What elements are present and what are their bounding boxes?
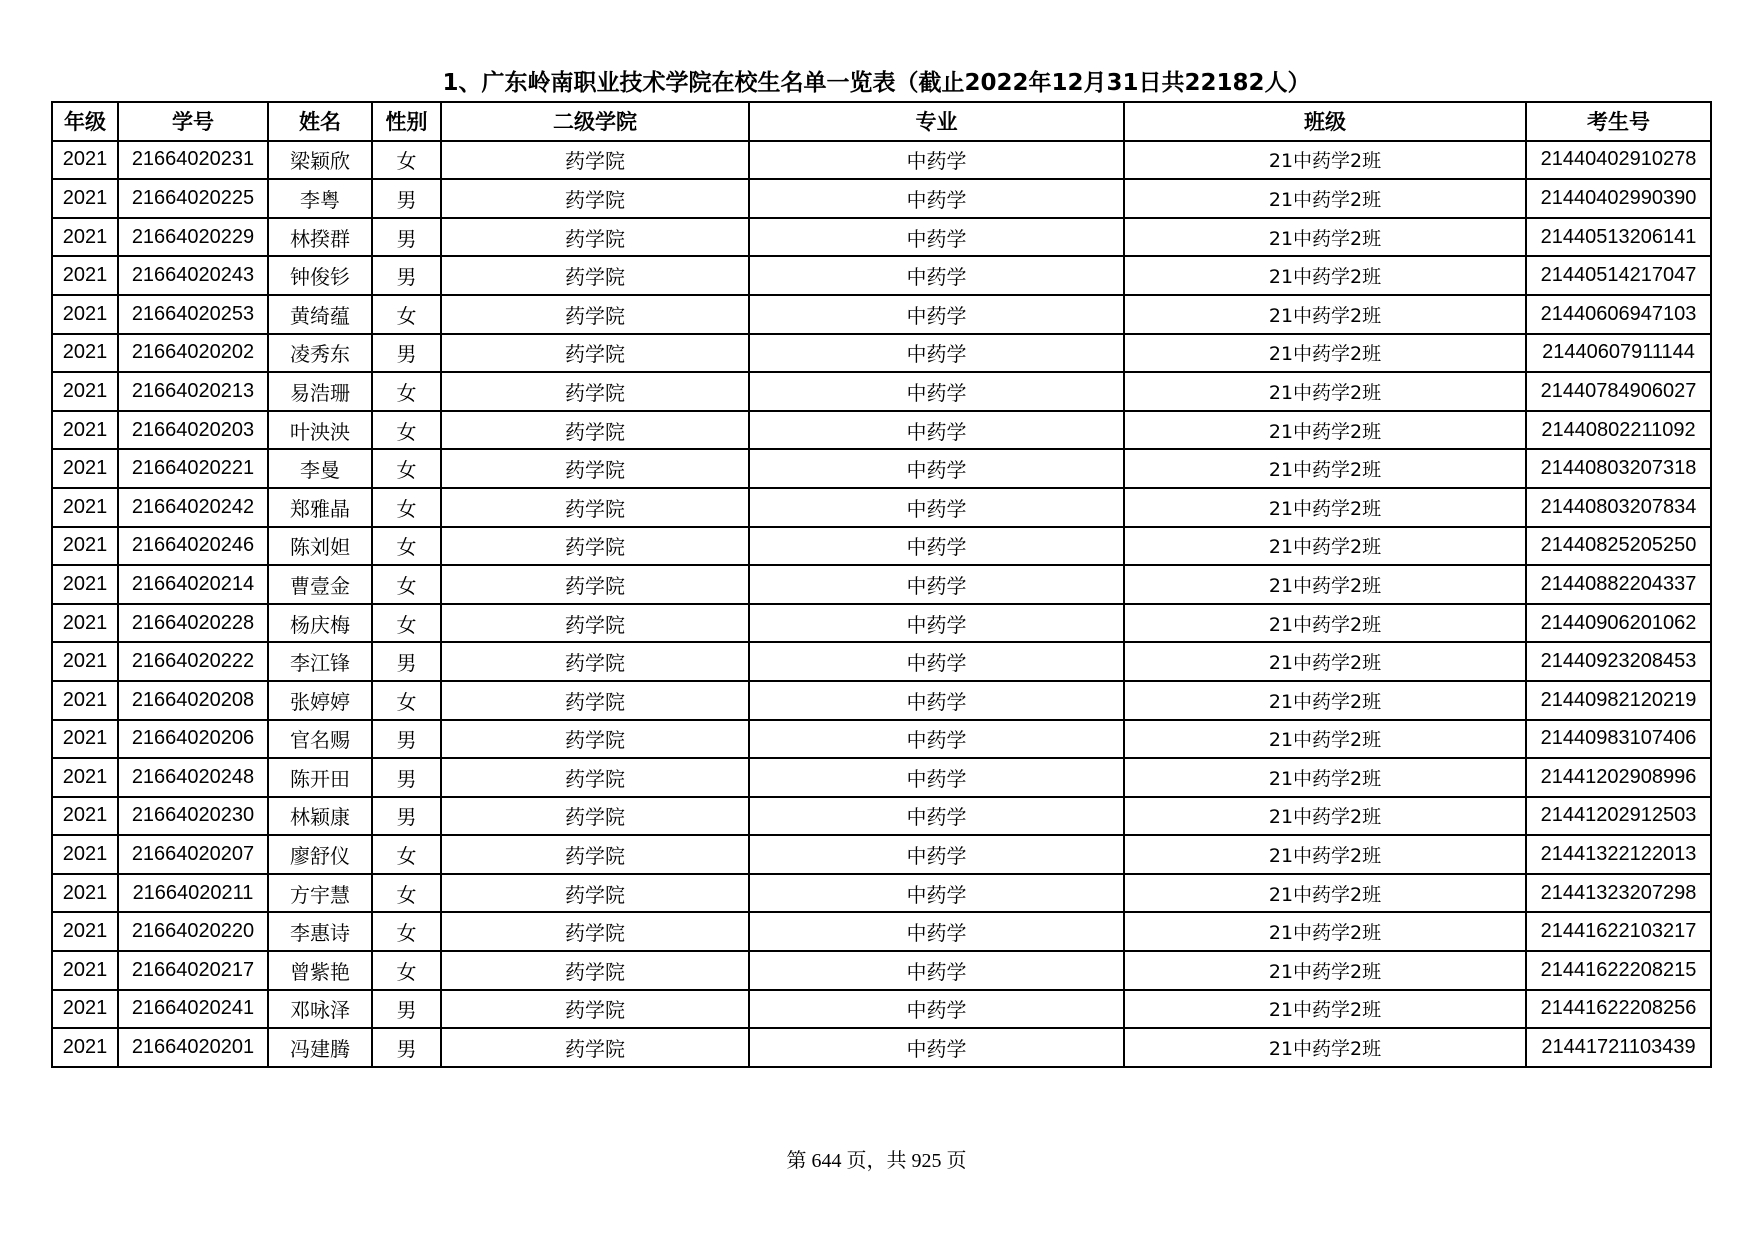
cell-name: 李江锋 <box>268 642 372 681</box>
cell-class: 21中药学2班 <box>1124 835 1526 874</box>
cell-gender: 女 <box>372 449 441 488</box>
table-row <box>52 141 1711 180</box>
cell-student-id: 21664020242 <box>118 488 268 527</box>
cell-exam-number: 21440402910278 <box>1526 141 1711 180</box>
cell-class: 21中药学2班 <box>1124 951 1526 990</box>
cell-gender: 女 <box>372 912 441 951</box>
table-row <box>52 797 1711 836</box>
cell-student-id: 21664020253 <box>118 295 268 334</box>
cell-gender: 女 <box>372 411 441 450</box>
cell-college: 药学院 <box>441 295 749 334</box>
table-row <box>52 218 1711 257</box>
cell-class: 21中药学2班 <box>1124 720 1526 759</box>
table-row <box>52 295 1711 334</box>
table-header-row <box>52 102 1711 141</box>
table-row <box>52 565 1711 604</box>
cell-major: 中药学 <box>749 488 1124 527</box>
cell-gender: 男 <box>372 758 441 797</box>
header-class: 班级 <box>1124 102 1526 141</box>
cell-college: 药学院 <box>441 256 749 295</box>
header-exam-number: 考生号 <box>1526 102 1711 141</box>
cell-name: 凌秀东 <box>268 334 372 373</box>
cell-college: 药学院 <box>441 179 749 218</box>
cell-college: 药学院 <box>441 488 749 527</box>
cell-class: 21中药学2班 <box>1124 334 1526 373</box>
cell-gender: 女 <box>372 604 441 643</box>
cell-grade: 2021 <box>52 295 118 334</box>
cell-grade: 2021 <box>52 604 118 643</box>
cell-gender: 女 <box>372 295 441 334</box>
cell-grade: 2021 <box>52 797 118 836</box>
cell-college: 药学院 <box>441 990 749 1029</box>
cell-college: 药学院 <box>441 797 749 836</box>
cell-class: 21中药学2班 <box>1124 990 1526 1029</box>
cell-class: 21中药学2班 <box>1124 874 1526 913</box>
cell-student-id: 21664020201 <box>118 1028 268 1067</box>
cell-name: 陈开田 <box>268 758 372 797</box>
cell-gender: 女 <box>372 372 441 411</box>
cell-college: 药学院 <box>441 681 749 720</box>
cell-student-id: 21664020206 <box>118 720 268 759</box>
table-row <box>52 681 1711 720</box>
cell-class: 21中药学2班 <box>1124 1028 1526 1067</box>
cell-grade: 2021 <box>52 990 118 1029</box>
header-major: 专业 <box>749 102 1124 141</box>
cell-gender: 男 <box>372 720 441 759</box>
cell-exam-number: 21440513206141 <box>1526 218 1711 257</box>
cell-student-id: 21664020213 <box>118 372 268 411</box>
cell-major: 中药学 <box>749 565 1124 604</box>
cell-name: 李惠诗 <box>268 912 372 951</box>
cell-name: 廖舒仪 <box>268 835 372 874</box>
cell-major: 中药学 <box>749 218 1124 257</box>
cell-college: 药学院 <box>441 372 749 411</box>
cell-major: 中药学 <box>749 642 1124 681</box>
cell-gender: 男 <box>372 179 441 218</box>
table-row <box>52 758 1711 797</box>
cell-class: 21中药学2班 <box>1124 758 1526 797</box>
cell-student-id: 21664020229 <box>118 218 268 257</box>
cell-class: 21中药学2班 <box>1124 604 1526 643</box>
cell-gender: 男 <box>372 334 441 373</box>
cell-major: 中药学 <box>749 681 1124 720</box>
cell-major: 中药学 <box>749 449 1124 488</box>
cell-college: 药学院 <box>441 951 749 990</box>
cell-major: 中药学 <box>749 990 1124 1029</box>
cell-class: 21中药学2班 <box>1124 218 1526 257</box>
cell-college: 药学院 <box>441 411 749 450</box>
cell-grade: 2021 <box>52 720 118 759</box>
cell-major: 中药学 <box>749 835 1124 874</box>
cell-class: 21中药学2班 <box>1124 642 1526 681</box>
cell-college: 药学院 <box>441 1028 749 1067</box>
cell-grade: 2021 <box>52 372 118 411</box>
cell-class: 21中药学2班 <box>1124 797 1526 836</box>
cell-exam-number: 21440825205250 <box>1526 527 1711 566</box>
table-row <box>52 372 1711 411</box>
cell-exam-number: 21441323207298 <box>1526 874 1711 913</box>
cell-college: 药学院 <box>441 835 749 874</box>
cell-grade: 2021 <box>52 642 118 681</box>
cell-name: 郑雅晶 <box>268 488 372 527</box>
cell-name: 钟俊钐 <box>268 256 372 295</box>
cell-class: 21中药学2班 <box>1124 141 1526 180</box>
cell-gender: 男 <box>372 797 441 836</box>
cell-exam-number: 21440606947103 <box>1526 295 1711 334</box>
cell-name: 曾紫艳 <box>268 951 372 990</box>
cell-exam-number: 21440982120219 <box>1526 681 1711 720</box>
table-row <box>52 527 1711 566</box>
cell-grade: 2021 <box>52 1028 118 1067</box>
cell-exam-number: 21440923208453 <box>1526 642 1711 681</box>
cell-grade: 2021 <box>52 411 118 450</box>
cell-college: 药学院 <box>441 565 749 604</box>
cell-major: 中药学 <box>749 797 1124 836</box>
cell-student-id: 21664020222 <box>118 642 268 681</box>
cell-major: 中药学 <box>749 874 1124 913</box>
cell-exam-number: 21440784906027 <box>1526 372 1711 411</box>
table-row <box>52 874 1711 913</box>
cell-gender: 男 <box>372 990 441 1029</box>
table-row <box>52 256 1711 295</box>
cell-exam-number: 21440983107406 <box>1526 720 1711 759</box>
cell-student-id: 21664020231 <box>118 141 268 180</box>
cell-college: 药学院 <box>441 604 749 643</box>
table-row <box>52 642 1711 681</box>
cell-grade: 2021 <box>52 488 118 527</box>
table-row <box>52 990 1711 1029</box>
table-row <box>52 179 1711 218</box>
cell-gender: 女 <box>372 527 441 566</box>
header-college: 二级学院 <box>441 102 749 141</box>
table-row <box>52 449 1711 488</box>
cell-grade: 2021 <box>52 449 118 488</box>
cell-student-id: 21664020230 <box>118 797 268 836</box>
cell-major: 中药学 <box>749 912 1124 951</box>
cell-major: 中药学 <box>749 758 1124 797</box>
cell-major: 中药学 <box>749 295 1124 334</box>
cell-name: 张婷婷 <box>268 681 372 720</box>
cell-name: 林颖康 <box>268 797 372 836</box>
cell-exam-number: 21441622103217 <box>1526 912 1711 951</box>
header-gender: 性别 <box>372 102 441 141</box>
cell-gender: 女 <box>372 681 441 720</box>
cell-student-id: 21664020225 <box>118 179 268 218</box>
cell-gender: 男 <box>372 256 441 295</box>
cell-major: 中药学 <box>749 527 1124 566</box>
cell-college: 药学院 <box>441 449 749 488</box>
cell-grade: 2021 <box>52 527 118 566</box>
cell-grade: 2021 <box>52 256 118 295</box>
cell-student-id: 21664020241 <box>118 990 268 1029</box>
cell-gender: 女 <box>372 874 441 913</box>
cell-student-id: 21664020220 <box>118 912 268 951</box>
cell-college: 药学院 <box>441 141 749 180</box>
cell-gender: 女 <box>372 565 441 604</box>
cell-student-id: 21664020211 <box>118 874 268 913</box>
cell-grade: 2021 <box>52 141 118 180</box>
cell-college: 药学院 <box>441 334 749 373</box>
cell-major: 中药学 <box>749 411 1124 450</box>
cell-exam-number: 21441622208215 <box>1526 951 1711 990</box>
header-student-id: 学号 <box>118 102 268 141</box>
cell-gender: 女 <box>372 835 441 874</box>
cell-gender: 男 <box>372 642 441 681</box>
student-roster-table <box>51 101 1712 1068</box>
cell-name: 易浩珊 <box>268 372 372 411</box>
cell-exam-number: 21440514217047 <box>1526 256 1711 295</box>
cell-grade: 2021 <box>52 874 118 913</box>
table-row <box>52 912 1711 951</box>
cell-grade: 2021 <box>52 912 118 951</box>
cell-class: 21中药学2班 <box>1124 527 1526 566</box>
cell-class: 21中药学2班 <box>1124 912 1526 951</box>
cell-student-id: 21664020246 <box>118 527 268 566</box>
cell-class: 21中药学2班 <box>1124 295 1526 334</box>
cell-gender: 男 <box>372 1028 441 1067</box>
cell-exam-number: 21440803207834 <box>1526 488 1711 527</box>
cell-major: 中药学 <box>749 604 1124 643</box>
cell-grade: 2021 <box>52 835 118 874</box>
cell-name: 李曼 <box>268 449 372 488</box>
cell-exam-number: 21440607911144 <box>1526 334 1711 373</box>
cell-major: 中药学 <box>749 1028 1124 1067</box>
cell-student-id: 21664020228 <box>118 604 268 643</box>
table-row <box>52 951 1711 990</box>
cell-name: 冯建腾 <box>268 1028 372 1067</box>
cell-grade: 2021 <box>52 758 118 797</box>
cell-name: 李粤 <box>268 179 372 218</box>
cell-name: 陈刘妲 <box>268 527 372 566</box>
cell-exam-number: 21440906201062 <box>1526 604 1711 643</box>
cell-major: 中药学 <box>749 256 1124 295</box>
table-row <box>52 334 1711 373</box>
header-grade: 年级 <box>52 102 118 141</box>
cell-class: 21中药学2班 <box>1124 488 1526 527</box>
cell-student-id: 21664020217 <box>118 951 268 990</box>
document-title: 1、广东岭南职业技术学院在校生名单一览表（截止2022年12月31日共22182人） <box>442 70 1311 96</box>
cell-grade: 2021 <box>52 179 118 218</box>
cell-exam-number: 21441202912503 <box>1526 797 1711 836</box>
cell-name: 官名赐 <box>268 720 372 759</box>
cell-student-id: 21664020207 <box>118 835 268 874</box>
cell-grade: 2021 <box>52 951 118 990</box>
cell-class: 21中药学2班 <box>1124 411 1526 450</box>
cell-exam-number: 21440402990390 <box>1526 179 1711 218</box>
table-row <box>52 1028 1711 1067</box>
cell-exam-number: 21440803207318 <box>1526 449 1711 488</box>
cell-college: 药学院 <box>441 218 749 257</box>
cell-college: 药学院 <box>441 527 749 566</box>
cell-name: 曹壹金 <box>268 565 372 604</box>
cell-major: 中药学 <box>749 334 1124 373</box>
cell-major: 中药学 <box>749 179 1124 218</box>
cell-gender: 女 <box>372 488 441 527</box>
cell-student-id: 21664020248 <box>118 758 268 797</box>
cell-grade: 2021 <box>52 218 118 257</box>
cell-college: 药学院 <box>441 720 749 759</box>
cell-major: 中药学 <box>749 720 1124 759</box>
cell-student-id: 21664020221 <box>118 449 268 488</box>
cell-exam-number: 21440882204337 <box>1526 565 1711 604</box>
cell-class: 21中药学2班 <box>1124 565 1526 604</box>
cell-exam-number: 21440802211092 <box>1526 411 1711 450</box>
cell-class: 21中药学2班 <box>1124 372 1526 411</box>
cell-grade: 2021 <box>52 565 118 604</box>
cell-name: 梁颖欣 <box>268 141 372 180</box>
cell-student-id: 21664020208 <box>118 681 268 720</box>
cell-major: 中药学 <box>749 372 1124 411</box>
table-row <box>52 411 1711 450</box>
cell-class: 21中药学2班 <box>1124 449 1526 488</box>
cell-name: 叶泱泱 <box>268 411 372 450</box>
cell-major: 中药学 <box>749 141 1124 180</box>
cell-grade: 2021 <box>52 681 118 720</box>
cell-student-id: 21664020214 <box>118 565 268 604</box>
cell-name: 林揆群 <box>268 218 372 257</box>
cell-name: 杨庆梅 <box>268 604 372 643</box>
cell-gender: 女 <box>372 141 441 180</box>
cell-gender: 女 <box>372 951 441 990</box>
cell-college: 药学院 <box>441 642 749 681</box>
cell-class: 21中药学2班 <box>1124 681 1526 720</box>
table-row <box>52 720 1711 759</box>
table-row <box>52 488 1711 527</box>
cell-name: 黄绮蕴 <box>268 295 372 334</box>
cell-exam-number: 21441202908996 <box>1526 758 1711 797</box>
cell-grade: 2021 <box>52 334 118 373</box>
header-name: 姓名 <box>268 102 372 141</box>
cell-exam-number: 21441322122013 <box>1526 835 1711 874</box>
cell-major: 中药学 <box>749 951 1124 990</box>
cell-name: 邓咏泽 <box>268 990 372 1029</box>
cell-student-id: 21664020203 <box>118 411 268 450</box>
cell-college: 药学院 <box>441 874 749 913</box>
cell-college: 药学院 <box>441 912 749 951</box>
cell-exam-number: 21441721103439 <box>1526 1028 1711 1067</box>
cell-name: 方宇慧 <box>268 874 372 913</box>
cell-class: 21中药学2班 <box>1124 179 1526 218</box>
cell-exam-number: 21441622208256 <box>1526 990 1711 1029</box>
table-row <box>52 604 1711 643</box>
cell-gender: 男 <box>372 218 441 257</box>
table-row <box>52 835 1711 874</box>
cell-class: 21中药学2班 <box>1124 256 1526 295</box>
page-footer: 第 644 页，共 925 页 <box>786 1150 967 1172</box>
cell-student-id: 21664020243 <box>118 256 268 295</box>
cell-student-id: 21664020202 <box>118 334 268 373</box>
cell-college: 药学院 <box>441 758 749 797</box>
